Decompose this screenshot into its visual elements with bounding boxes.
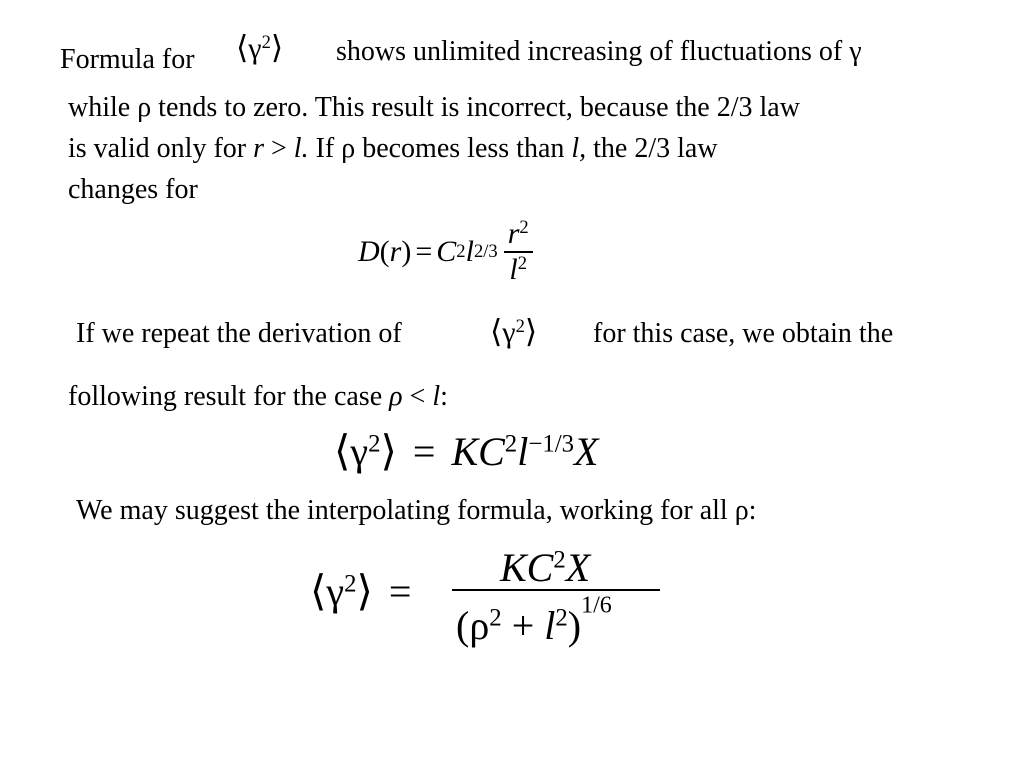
equation-interpolating-lhs: $⟨\gamma^2⟩$ = xyxy=(310,569,412,615)
para-line-while-rho: while ρ tends to zero. This result is incorrect, because the 2/3 law xyxy=(68,92,800,123)
line-formula-for xyxy=(60,46,195,74)
line-following-result: following result for the case ρ < l: xyxy=(68,381,448,412)
para-line-valid-only: is valid only for r > l. If ρ becomes less than l, the 2/3 law xyxy=(68,133,718,164)
equation-structure-function: D ( r ) = C 2 l 2/3 $\frac{r^2}{l^2}$ xyxy=(358,214,533,290)
line-repeat-derivation: If we repeat the derivation of xyxy=(76,318,402,349)
line-interpolating-formula: We may suggest the interpolating formula, working for all ρ: xyxy=(76,495,757,526)
line-for-this-case: for this case, we obtain the xyxy=(593,318,894,349)
gamma-squared-mean-inline-2: $⟨\gamma^2⟩$ xyxy=(490,314,538,349)
formula-for-label: Formula for xyxy=(60,44,195,75)
equation-interpolating-fraction-bar xyxy=(452,589,660,591)
gamma-squared-mean-inline-1: $⟨\gamma^2⟩$ xyxy=(236,30,284,65)
line-shows-unlimited: shows unlimited increasing of fluctuations of γ xyxy=(336,36,862,67)
para-line-changes-for: changes for xyxy=(68,174,198,205)
equation-interpolating-denominator: $(\rho^2 + l^2)^{1/6}$ xyxy=(456,592,612,648)
equation-interpolating-numerator: $KC^2X$ xyxy=(500,545,591,590)
equation-small-rho: $⟨\gamma^2⟩ = KC^2l^{-1/3}X$ xyxy=(334,429,599,475)
equation-fraction: $\frac{r^2}{l^2}$ xyxy=(504,217,533,287)
